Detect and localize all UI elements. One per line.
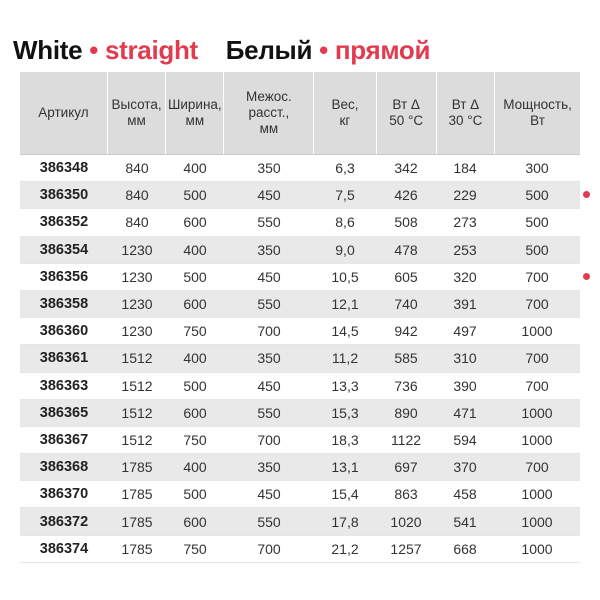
title-separator: •	[319, 35, 328, 65]
cell-axis-distance: 550	[257, 296, 281, 313]
table-header	[20, 72, 580, 155]
cell-axis-distance: 350	[257, 160, 281, 177]
cell-width: 400	[183, 160, 207, 177]
cell-article: 386365	[39, 404, 89, 421]
cell-article: 386370	[39, 486, 89, 503]
table-row	[20, 536, 580, 563]
cell-width: 750	[183, 323, 207, 340]
table-row	[20, 291, 580, 318]
cell-article: 386372	[39, 513, 89, 530]
cell-axis-distance: 350	[257, 350, 281, 367]
cell-watts-50: 585	[394, 350, 418, 367]
cell-height: 840	[125, 214, 149, 231]
title-shape-ru: прямой	[334, 35, 431, 65]
cell-power: 700	[525, 377, 549, 394]
table-row	[20, 427, 580, 454]
cell-watts-50: 478	[394, 241, 418, 258]
cell-power: 1000	[521, 404, 553, 421]
cell-weight: 11,2	[331, 350, 359, 367]
cell-watts-50: 863	[394, 486, 418, 503]
cell-article: 386363	[39, 377, 89, 394]
cell-article: 386354	[39, 241, 89, 258]
cell-power: 700	[525, 268, 549, 285]
cell-height: 1230	[121, 296, 153, 313]
cell-weight: 21,2	[331, 540, 359, 557]
cell-power: 1000	[521, 323, 553, 340]
cell-width: 400	[183, 350, 207, 367]
table-row	[20, 318, 580, 345]
marker-dot-icon	[583, 191, 590, 198]
table-row	[20, 209, 580, 236]
table-row	[20, 508, 580, 535]
header-cell-watts-30: Вт Δ 30 °C	[437, 72, 495, 154]
cell-watts-30: 390	[453, 377, 477, 394]
cell-watts-30: 184	[453, 160, 477, 177]
cell-height: 1785	[121, 513, 153, 530]
cell-power: 1000	[521, 486, 553, 503]
cell-weight: 12,1	[331, 296, 359, 313]
cell-width: 600	[183, 404, 207, 421]
cell-watts-50: 605	[394, 268, 418, 285]
title-separator: •	[89, 35, 99, 65]
cell-article: 386350	[39, 187, 89, 204]
cell-watts-30: 594	[453, 431, 477, 448]
cell-axis-distance: 550	[257, 214, 281, 231]
header-cell-power: Мощность, Вт	[503, 97, 572, 128]
cell-power: 700	[525, 296, 549, 313]
cell-height: 1512	[121, 350, 153, 367]
cell-watts-30: 668	[453, 540, 477, 557]
cell-width: 750	[183, 540, 207, 557]
cell-power: 500	[525, 241, 549, 258]
cell-watts-50: 942	[394, 323, 418, 340]
cell-weight: 9,0	[335, 241, 355, 258]
page-title	[13, 33, 430, 67]
cell-watts-30: 273	[453, 214, 477, 231]
cell-article: 386361	[39, 350, 89, 367]
cell-axis-distance: 550	[257, 404, 281, 421]
cell-height: 1785	[121, 540, 153, 557]
title-color-en: White	[13, 35, 83, 65]
cell-width: 600	[183, 214, 207, 231]
cell-axis-distance: 700	[257, 540, 281, 557]
cell-weight: 6,3	[335, 160, 355, 177]
cell-axis-distance: 450	[257, 268, 281, 285]
cell-height: 840	[125, 160, 149, 177]
cell-weight: 17,8	[331, 513, 359, 530]
cell-watts-50: 740	[394, 296, 418, 313]
cell-width: 500	[183, 486, 207, 503]
cell-height: 840	[125, 187, 149, 204]
table-row	[20, 264, 580, 291]
spec-table	[20, 72, 580, 563]
cell-power: 500	[525, 214, 549, 231]
cell-watts-30: 310	[453, 350, 477, 367]
cell-weight: 8,6	[335, 214, 355, 231]
cell-width: 400	[183, 241, 207, 258]
cell-watts-30: 229	[453, 187, 477, 204]
table-row	[20, 237, 580, 264]
cell-article: 386374	[39, 540, 89, 557]
cell-height: 1230	[121, 241, 153, 258]
cell-watts-30: 541	[453, 513, 477, 530]
cell-article: 386348	[39, 160, 89, 177]
cell-width: 500	[183, 187, 207, 204]
cell-article: 386360	[39, 323, 89, 340]
cell-height: 1512	[121, 431, 153, 448]
cell-article: 386368	[39, 459, 89, 476]
cell-height: 1230	[121, 323, 153, 340]
cell-width: 750	[183, 431, 207, 448]
cell-weight: 13,3	[331, 377, 359, 394]
cell-watts-50: 1122	[390, 431, 422, 448]
header-cell-height: Высота, мм	[108, 72, 166, 154]
cell-height: 1785	[121, 486, 153, 503]
cell-watts-30: 320	[453, 268, 477, 285]
cell-weight: 18,3	[331, 431, 359, 448]
cell-article: 386356	[39, 268, 89, 285]
cell-watts-50: 426	[394, 187, 418, 204]
cell-weight: 10,5	[331, 268, 359, 285]
header-cell-width: Ширина, мм	[166, 72, 224, 154]
cell-watts-30: 391	[453, 296, 477, 313]
cell-weight: 14,5	[331, 323, 359, 340]
table-row	[20, 481, 580, 508]
cell-height: 1512	[121, 377, 153, 394]
table-row	[20, 345, 580, 372]
cell-weight: 7,5	[335, 187, 355, 204]
cell-watts-50: 736	[394, 377, 418, 394]
table-row	[20, 155, 580, 182]
title-shape-en: straight	[104, 35, 198, 65]
cell-article: 386367	[39, 431, 89, 448]
cell-watts-30: 497	[453, 323, 477, 340]
cell-height: 1512	[121, 404, 153, 421]
cell-watts-30: 471	[453, 404, 477, 421]
table-row	[20, 182, 580, 209]
cell-watts-50: 508	[394, 214, 418, 231]
cell-axis-distance: 350	[257, 241, 281, 258]
cell-power: 1000	[521, 431, 553, 448]
cell-watts-30: 370	[453, 459, 477, 476]
cell-height: 1785	[121, 459, 153, 476]
cell-width: 500	[183, 268, 207, 285]
cell-axis-distance: 450	[257, 187, 281, 204]
table-row	[20, 454, 580, 481]
header-cell-article: Артикул	[20, 72, 108, 154]
cell-weight: 15,3	[331, 404, 359, 421]
cell-weight: 13,1	[331, 459, 359, 476]
header-cell-axis-distance: Межос. расст., мм	[224, 72, 314, 154]
cell-power: 300	[525, 160, 549, 177]
cell-width: 500	[183, 377, 207, 394]
header-cell-weight: Вес, кг	[314, 72, 376, 154]
cell-watts-30: 458	[453, 486, 477, 503]
cell-width: 600	[183, 513, 207, 530]
cell-watts-50: 1257	[390, 540, 422, 557]
cell-axis-distance: 450	[257, 486, 281, 503]
cell-weight: 15,4	[331, 486, 359, 503]
cell-power: 700	[525, 350, 549, 367]
table-row	[20, 400, 580, 427]
cell-axis-distance: 550	[257, 513, 281, 530]
cell-axis-distance: 450	[257, 377, 281, 394]
cell-watts-50: 697	[394, 459, 418, 476]
cell-watts-50: 342	[394, 160, 418, 177]
cell-axis-distance: 700	[257, 431, 281, 448]
cell-power: 1000	[521, 513, 553, 530]
cell-width: 400	[183, 459, 207, 476]
cell-article: 386358	[39, 296, 89, 313]
cell-axis-distance: 350	[257, 459, 281, 476]
header-cell-watts-50: Вт Δ 50 °C	[377, 72, 437, 154]
table-row	[20, 373, 580, 400]
cell-power: 500	[525, 187, 549, 204]
cell-article: 386352	[39, 214, 89, 231]
table-body	[20, 155, 580, 563]
cell-width: 600	[183, 296, 207, 313]
cell-height: 1230	[121, 268, 153, 285]
cell-power: 700	[525, 459, 549, 476]
cell-watts-50: 890	[394, 404, 418, 421]
title-color-ru: Белый	[225, 35, 313, 65]
cell-watts-30: 253	[453, 241, 477, 258]
cell-power: 1000	[521, 540, 553, 557]
marker-dot-icon	[583, 273, 590, 280]
cell-watts-50: 1020	[390, 513, 422, 530]
cell-axis-distance: 700	[257, 323, 281, 340]
